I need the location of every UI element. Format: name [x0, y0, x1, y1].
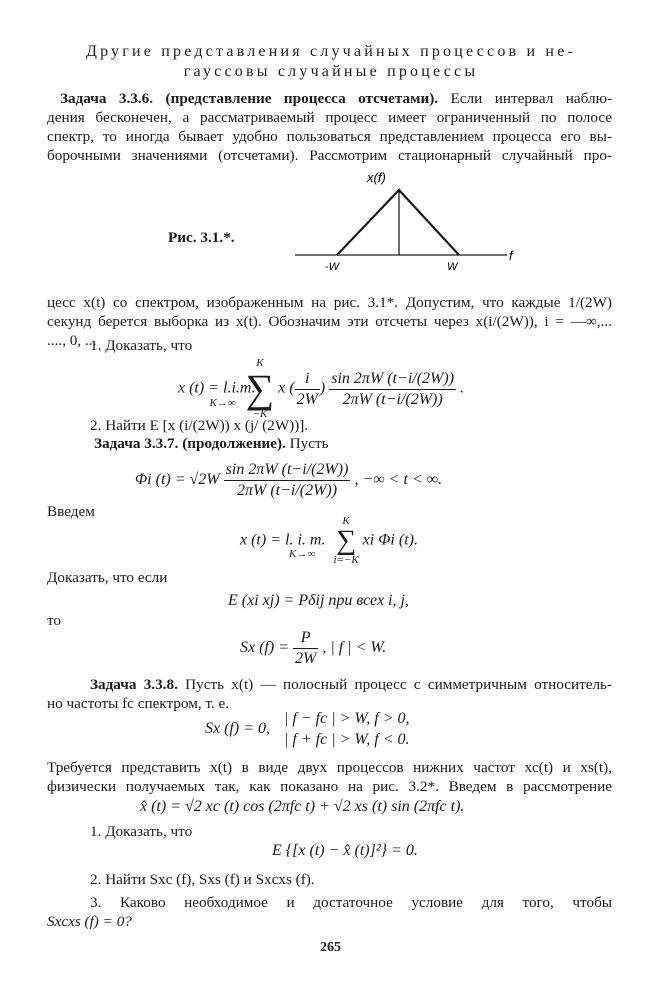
fraction-numerator: i [295, 369, 320, 390]
problem-3-3-6-line-2: дения бесконечен, а рассматриваемый процесс имеет ограниченный по полосе [47, 109, 612, 126]
sum-upper-limit: K [256, 357, 264, 369]
formula-spectral-density [240, 628, 386, 669]
problem-label: Задача 3.3.7. [94, 435, 179, 452]
formula-lhs: x (t) = l. i. m. [240, 531, 326, 549]
problem-3-3-7-heading [94, 434, 329, 453]
limit-subscript: K→∞ [289, 548, 316, 560]
formula-lhs: Sx (f) = [240, 639, 289, 657]
formula-range: , −∞ < t < ∞. [354, 471, 443, 489]
formula-bandpass-row-1: | f − fc | > W, f > 0, [284, 710, 410, 727]
formula-basis-function [135, 460, 442, 501]
body-text-line: ...., 0, ... [47, 332, 97, 349]
fraction-numerator: P [293, 628, 318, 649]
problem-text: Пусть [289, 435, 329, 452]
problem-title: (продолжение). [182, 435, 286, 452]
formula-bandpass-lhs: Sx (f) = 0, [205, 720, 270, 737]
problem-3-3-8-line-2: но частоты fc спектром, т. е. [47, 695, 230, 712]
formula-quadrature-representation: x̂ (t) = √2 xc (t) cos (2πfc t) + √2 xs (t) sin (2πfc t). [140, 798, 465, 815]
item-1-text: 1. Доказать, что [90, 823, 193, 840]
problem-3-3-6-line-3: спектр, то иногда бывает удобно пользоваться представлением процесса его вы- [47, 128, 612, 145]
frequency-axis-label: f [509, 248, 513, 263]
body-text-line: Введем [47, 503, 95, 520]
body-text-line: физически получаемых так, как показано на рис. 3.2*. Введем в рассмотрение [47, 778, 612, 795]
item-1-text: 1. Доказать, что [90, 337, 193, 354]
sum-upper-limit: K [342, 515, 350, 527]
item-2-text: 2. Найти E [x (i/(2W)) x (j/ (2W))]. [90, 417, 309, 434]
body-text-line: то [47, 612, 62, 629]
body-text-line: секунд берется выборка из x(t). Обозначим эти отсчеты через x(i/(2W)), i = —∞,... [47, 313, 612, 330]
fraction-denominator: 2πW (t−i/(2W)) [236, 482, 338, 499]
page-number: 265 [320, 940, 341, 955]
problem-title: (представление процесса отсчетами). [165, 90, 439, 107]
section-header-line-2: гауссовы случайные процессы [183, 63, 479, 80]
fraction-denominator: 2W [295, 650, 317, 667]
problem-3-3-8-line-1 [90, 675, 612, 694]
formula-sampling-expansion: x (t) = l.i.m. K→∞ K ∑ −K x ( $\frac{i}{2W}$ ) $\frac{\sin 2\pi W (t-i/(2W))}{2\pi W (t-i/(2W))}$ . [178, 357, 465, 420]
sum-sign: ∑ [245, 366, 275, 411]
item-2-text: 2. Найти Sxc (f), Sxs (f) и Sxcxs (f). [90, 871, 315, 888]
fraction-denominator: 2πW (t−i/(2W)) [342, 390, 443, 408]
problem-3-3-6-line-4: борочными значениями (отсчетами). Рассмотрим стационарный случайный про- [47, 147, 612, 164]
formula-rhs: , | f | < W. [322, 639, 387, 657]
formula-lhs: x (t) = l.i.m. [178, 379, 256, 397]
triangular-spectrum [337, 190, 459, 255]
formula-rhs: xi Φi (t). [362, 531, 418, 549]
spectrum-figure [285, 160, 525, 270]
limit-subscript: K→∞ [209, 397, 236, 409]
formula-correlation: E (xi xj) = Pδij при всех i, j, [228, 592, 409, 609]
figure-caption: Рис. 3.1.*. [168, 229, 235, 246]
formula-expansion [240, 516, 418, 566]
fraction-numerator: sin 2πW (t−i/(2W)) [329, 369, 456, 390]
formula-bandpass-row-2: | f + fc | > W, f < 0. [284, 731, 410, 748]
problem-text: Если интервал наблю- [450, 90, 613, 107]
sum-sign: ∑ [336, 525, 357, 556]
body-text-line: Доказать, что если [47, 569, 168, 586]
tick-label-w: W [447, 261, 458, 270]
problem-3-3-6-line-1 [60, 89, 612, 108]
spectrum-axis-label: x(f) [367, 170, 386, 185]
formula-end: . [460, 379, 465, 397]
problem-label: Задача 3.3.6. [60, 90, 154, 107]
fraction-denominator: 2W [296, 390, 318, 408]
tick-label-minus-w: -W [325, 261, 340, 270]
problem-text: Пусть x(t) — полосный процесс с симметричным относитель- [185, 676, 613, 693]
problem-label: Задача 3.3.8. [90, 676, 178, 693]
section-header-line-1: Другие представления случайных процессов и не- [85, 43, 577, 60]
item-3-line-1: 3. Каково необходимое и достаточное условие для того, чтобы [90, 894, 612, 911]
body-text-line: цесс x(t) со спектром, изображенным на рис. 3.1*. Допустим, что каждые 1/(2W) [47, 294, 612, 311]
formula-lhs: Φi (t) = √2W [135, 471, 220, 489]
sum-lower-limit: i=−K [333, 554, 359, 566]
sum-lower-limit: −K [252, 408, 268, 420]
body-text-line: Требуется представить x(t) в виде двух процессов нижних частот xc(t) и xs(t), [47, 759, 612, 776]
fraction-numerator: sin 2πW (t−i/(2W)) [224, 460, 351, 481]
item-3-line-2: Sxcxs (f) = 0? [47, 913, 132, 930]
formula-mean-square-error: E {[x (t) − x̂ (t)]²} = 0. [272, 842, 418, 859]
